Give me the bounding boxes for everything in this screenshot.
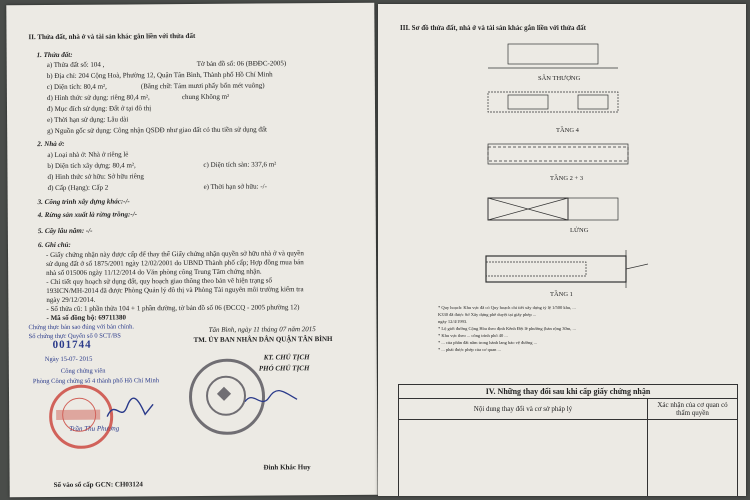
changes-cell — [399, 420, 648, 497]
section-iv-title: IV. Những thay đổi sau khi cấp giấy chứng nhận — [399, 385, 738, 399]
issue-date: Tân Bình, ngày 11 tháng 07 năm 2015 — [208, 325, 316, 334]
plan-note: * ... của phần đất nằm trong hành lang bảo vệ đường ... — [438, 340, 538, 345]
issuing-authority: TM. ỦY BAN NHÂN DÂN QUẬN TÂN BÌNH — [193, 335, 333, 344]
cert-officer: Công chứng viên — [60, 367, 106, 375]
vice-chairman: PHÓ CHỦ TỊCH — [258, 364, 310, 373]
house-ownership: d) Hình thức sở hữu: Sở hữu riêng — [47, 172, 144, 182]
floor-label: SÂN THƯỢNG — [538, 75, 581, 82]
plan-notes — [438, 304, 688, 353]
certificate-right-page — [378, 4, 746, 496]
plan-note: K330 đã được Sở Xây dựng phê duyệt tại giấy phép ... — [438, 312, 537, 317]
cert-signer: Trần Thu Phương — [69, 424, 120, 433]
cert-office: Phòng Công chứng số 4 thành phố Hồ Chí Minh — [32, 377, 160, 386]
house-type: a) Loại nhà ở: Nhà ở riêng lẻ — [47, 150, 129, 160]
land-purpose: đ) Mục đích sử dụng: Đất ở tại đô thị — [46, 104, 152, 114]
plot-number: a) Thửa đất số: 104 , — [46, 60, 105, 70]
notes-heading: 6. Ghi chú: — [37, 240, 71, 250]
col-authority-header: Xác nhận của cơ quan có thẩm quyền — [648, 399, 738, 420]
note-line: - Số thửa cũ: 1 phần thửa 104 + 1 phần đường, tờ bản đồ số 06 (ĐCCQ - 2005 phường 12) — [46, 303, 300, 314]
floor-label: LỬNG — [570, 227, 589, 234]
use-form-common: chung Không m² — [181, 92, 230, 102]
section-iii-title: III. Sơ đồ thửa đất, nhà ở và tài sản khác gắn liền với thửa đất — [400, 24, 586, 32]
note-line: - Chỉ tiết quy hoạch sử dụng đất, quy hoạch giao thông theo bản vẽ hiện trạng số — [46, 276, 273, 287]
house-floor-area: c) Diện tích sàn: 337,6 m² — [203, 160, 277, 169]
plan-note: * ... phải được phép của cơ quan ... — [438, 347, 501, 352]
land-area: c) Diện tích: 80,4 m², — [46, 82, 107, 92]
land-origin: g) Nguồn gốc sử dụng: Công nhận QSDĐ như giao đất có thu tiền sử dụng đất — [47, 125, 268, 136]
land-heading: 1. Thửa đất: — [36, 50, 73, 60]
cert-number: 001744 — [52, 338, 92, 351]
note-line: - Giấy chứng nhận này được cấp để thay thế Giấy chứng nhận quyền sở hữu nhà ở và quyền — [46, 249, 304, 260]
plan-note: ngày 12/4/1993. — [438, 319, 468, 324]
forest: 4. Rừng sản xuất là rừng trồng:-/- — [37, 210, 137, 220]
use-form: d) Hình thức sử dụng: riêng 80,4 m², — [46, 93, 150, 103]
floor-label: TẦNG 4 — [556, 127, 579, 134]
signer-name: Đinh Khắc Huy — [263, 463, 311, 472]
note-line: sử dụng đất ở số 1875/2001 ngày 12/02/2001 do UBND Thành phố cấp; Hợp đồng mua bán — [46, 258, 304, 269]
plan-note: * Quy hoạch: Khu vực đã có Quy hoạch chi tiết xây dựng tỷ lệ 1/500 khu, ... — [438, 305, 576, 310]
plan-note: * Khu vực theo ... công trình phố 40 ... — [438, 333, 508, 338]
house-term: e) Thời hạn sở hữu: -/- — [203, 182, 267, 191]
floor-label: TẦNG 2 + 3 — [550, 175, 584, 182]
land-area-words: (Bằng chữ: Tám mươi phẩy bốn mét vuông) — [140, 81, 265, 91]
gcn-number: Số vào sổ cấp GCN: CH03124 — [53, 480, 143, 489]
land-address: b) Địa chỉ: 204 Cộng Hoà, Phường 12, Quận Tân Bình, Thành phố Hồ Chí Minh — [46, 70, 273, 81]
col-changes-header: Nội dung thay đổi và cơ sở pháp lý — [399, 399, 648, 420]
note-line: nhà số 015006 ngày 11/12/2014 do Văn phòng công Trung Tâm chứng nhận. — [46, 267, 262, 278]
cert-copy-text: Chứng thực bản sao đúng với bản chính. — [28, 323, 135, 332]
house-build-area: b) Diện tích xây dựng: 80,4 m², — [47, 161, 136, 171]
perennial: 5. Cây lâu năm: -/- — [37, 226, 93, 236]
note-line: 193ICN/MH-2014 đã được Phòng Quản lý đô thị và Phòng Tài nguyên môi trường kiểm tra — [46, 285, 304, 296]
floor-label: TẦNG 1 — [550, 291, 573, 298]
map-sheet: Tờ bản đồ số: 06 (BĐĐC-2005) — [196, 59, 287, 68]
plan-note: * Lộ giới đường Cộng Hòa theo định Kênh Đệt lề phường (bản rộng 30m, ... — [438, 326, 576, 331]
note-line: ngày 29/12/2014. — [46, 295, 96, 305]
changes-table — [398, 384, 738, 496]
house-heading: 2. Nhà ở: — [37, 139, 65, 149]
note-line: - Mã số đồng bộ: 69711380 — [46, 313, 127, 323]
certificate-left-page — [6, 3, 377, 498]
other-works: 3. Công trình xây dựng khác:-/- — [37, 197, 130, 207]
authority-cell — [648, 420, 738, 497]
notary-seal-icon — [49, 385, 113, 449]
notary-signature-icon — [105, 396, 155, 424]
house-level: đ) Cấp (Hạng): Cấp 2 — [47, 183, 109, 193]
section-ii-title: II. Thửa đất, nhà ở và tài sản khác gắn liền với thửa đất — [28, 31, 196, 42]
land-term: e) Thời hạn sử dụng: Lâu dài — [47, 115, 129, 125]
cert-date: Ngày 15-07- 2015 — [44, 355, 93, 364]
cert-number-line: Số chứng thực Quyển số 0 SCT/BS — [28, 332, 121, 341]
official-signature-icon — [241, 385, 301, 413]
kt-chairman: KT. CHỦ TỊCH — [263, 353, 310, 362]
